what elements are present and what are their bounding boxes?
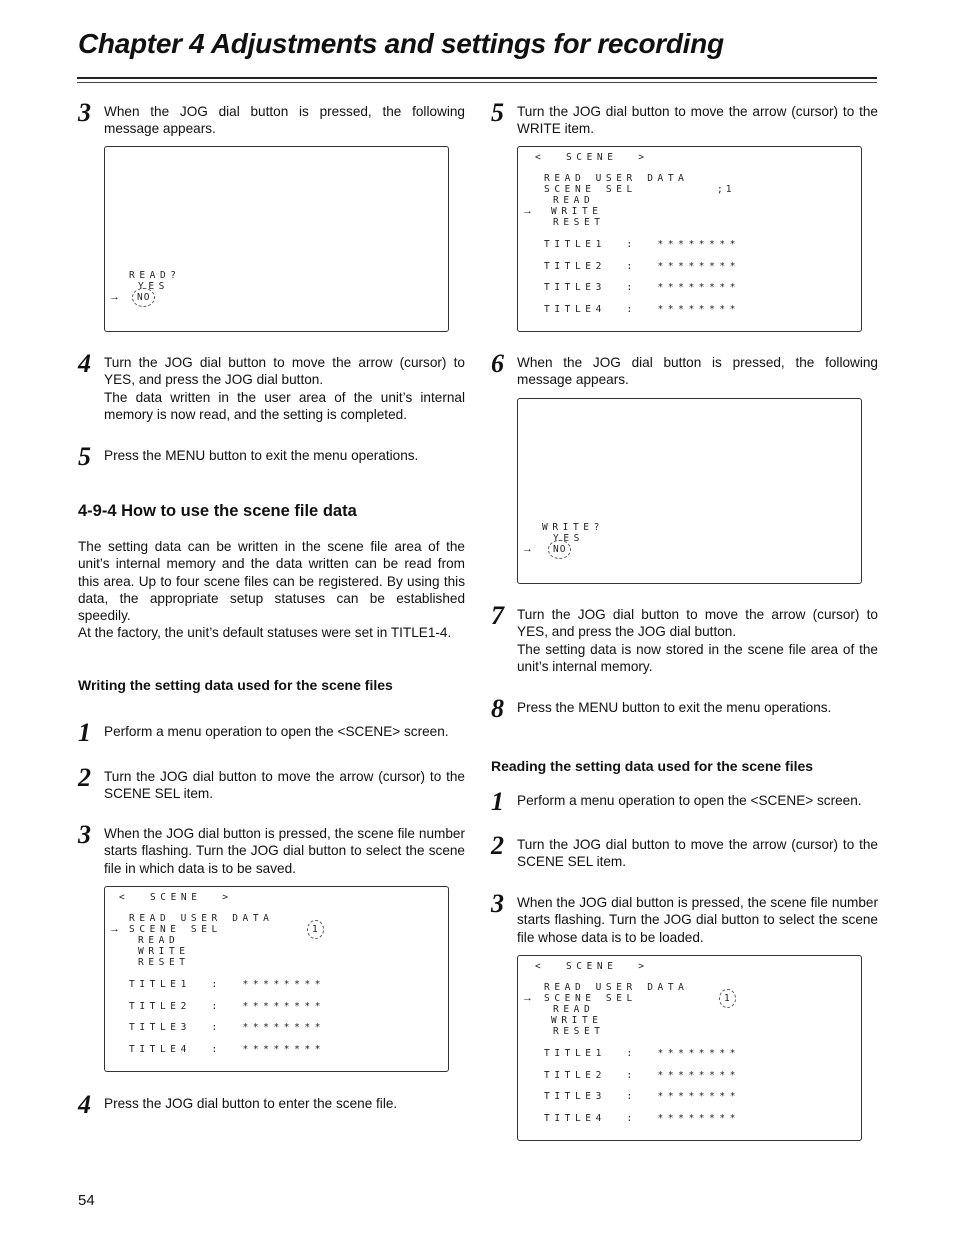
menu-header: < SCENE >	[535, 961, 649, 972]
reading-subtitle: Reading the setting data used for the scene files	[491, 758, 814, 774]
menu-item-title4: TITLE4 : ********	[129, 1044, 326, 1055]
menu-item-read: READ	[553, 1004, 595, 1015]
scene-menu-screen-select	[104, 886, 449, 1072]
page-number: 54	[78, 1192, 95, 1209]
menu-header: < SCENE >	[119, 892, 233, 903]
step-text-line: Turn the JOG dial button to move the arrow (cursor) to YES, and press the JOG dial button.	[517, 607, 878, 640]
left-column	[78, 0, 465, 1235]
menu-item-write: WRITE	[551, 1015, 603, 1026]
yes-option: YES	[553, 533, 584, 544]
step-text: When the JOG dial button is pressed, the scene file number starts flashing. Turn the JOG dial button to select the scene file in which data is to be saved.	[104, 826, 465, 876]
step-text: Turn the JOG dial button to move the arrow (cursor) to the SCENE SEL item.	[104, 769, 465, 802]
step-number: 5	[78, 442, 91, 471]
step-number: 5	[491, 98, 504, 127]
step-text: Perform a menu operation to open the <SCENE> screen.	[104, 724, 449, 739]
writing-step-3	[78, 820, 465, 877]
yes-option: YES	[138, 281, 169, 292]
step-4-move-to-yes	[78, 349, 465, 423]
step-text: Perform a menu operation to open the <SCENE> screen.	[517, 793, 862, 808]
step-text: Press the MENU button to exit the menu operations.	[104, 448, 419, 463]
reading-step-1	[491, 787, 878, 816]
writing-step-8	[491, 694, 878, 723]
right-column	[491, 0, 878, 1235]
menu-item-title1: TITLE1 : ********	[129, 979, 326, 990]
intro-paragraph	[78, 538, 465, 642]
no-option-flashing: NO	[553, 544, 567, 555]
menu-item-reset: RESET	[553, 217, 605, 228]
scene-number-flashing: 1	[312, 924, 319, 935]
writing-step-6	[491, 349, 878, 389]
step-number: 4	[78, 1090, 91, 1119]
scene-menu-screen-write	[517, 146, 862, 332]
step-text: Press the JOG dial button to enter the scene file.	[104, 1096, 398, 1111]
menu-item-write: WRITE	[138, 946, 190, 957]
step-text: Turn the JOG dial button to move the arrow (cursor) to the WRITE item.	[517, 104, 878, 137]
cursor-arrow-icon: →	[109, 923, 120, 935]
step-number: 4	[78, 349, 91, 378]
step-3-read-message	[78, 98, 465, 138]
step-text: When the JOG dial button is pressed, the scene file number starts flashing. Turn the JOG dial button to select the scene file whose data is to be loaded.	[517, 895, 878, 945]
step-text-line: The setting data is now stored in the scene file area of the unit’s internal memory.	[517, 641, 878, 674]
menu-item-title2: TITLE2 : ********	[544, 1070, 741, 1081]
step-5-exit-menu	[78, 442, 465, 471]
menu-item-title3: TITLE3 : ********	[129, 1022, 326, 1033]
menu-item-scene-sel: SCENE SEL	[129, 924, 222, 935]
step-number: 3	[78, 820, 91, 849]
cursor-arrow-icon: →	[522, 205, 533, 217]
writing-step-7	[491, 601, 878, 675]
step-text	[104, 354, 465, 423]
read-prompt: READ?	[129, 270, 181, 281]
step-number: 3	[491, 889, 504, 918]
step-number: 3	[78, 98, 91, 127]
menu-item-title1: TITLE1 : ********	[544, 239, 741, 250]
menu-item-scene-sel: SCENE SEL	[544, 184, 637, 195]
menu-item-title2: TITLE2 : ********	[544, 261, 741, 272]
menu-item-read-user-data: READ USER DATA	[544, 173, 689, 184]
menu-header: < SCENE >	[535, 152, 649, 163]
menu-item-title2: TITLE2 : ********	[129, 1001, 326, 1012]
step-text: Press the MENU button to exit the menu operations.	[517, 700, 832, 715]
reading-step-2	[491, 831, 878, 871]
scene-menu-screen-load	[517, 955, 862, 1141]
write-confirm-screen	[517, 398, 862, 584]
menu-item-reset: RESET	[553, 1026, 605, 1037]
menu-item-reset: RESET	[138, 957, 190, 968]
step-text: When the JOG dial button is pressed, the following message appears.	[104, 104, 465, 137]
cursor-arrow-icon: →	[522, 543, 533, 555]
cursor-arrow-icon: →	[522, 992, 533, 1004]
menu-item-title4: TITLE4 : ********	[544, 304, 741, 315]
writing-step-4	[78, 1090, 465, 1119]
menu-item-write: WRITE	[551, 206, 603, 217]
step-text-line: The data written in the user area of the unit’s internal memory is now read, and the setting is completed.	[104, 389, 465, 422]
read-confirm-screen	[104, 146, 449, 332]
writing-step-5	[491, 98, 878, 138]
step-text-line: Turn the JOG dial button to move the arrow (cursor) to YES, and press the JOG dial button.	[104, 355, 465, 388]
step-number: 2	[491, 831, 504, 860]
menu-item-title4: TITLE4 : ********	[544, 1113, 741, 1124]
step-number: 7	[491, 601, 504, 630]
intro-text: At the factory, the unit’s default statuses were set in TITLE1-4.	[78, 625, 452, 641]
scene-sel-value: ;1	[717, 184, 735, 195]
writing-step-2	[78, 763, 465, 803]
step-text	[517, 606, 878, 675]
step-number: 1	[491, 787, 504, 816]
menu-item-read-user-data: READ USER DATA	[129, 913, 274, 924]
step-text: Turn the JOG dial button to move the arrow (cursor) to the SCENE SEL item.	[517, 837, 878, 870]
section-title: 4-9-4 How to use the scene file data	[78, 502, 357, 520]
writing-step-1	[78, 718, 465, 747]
step-number: 1	[78, 718, 91, 747]
menu-item-title3: TITLE3 : ********	[544, 1091, 741, 1102]
menu-item-title3: TITLE3 : ********	[544, 282, 741, 293]
intro-text: The setting data can be written in the scene file area of the unit’s internal memory and the data written can be read from this area. Up to four scene files can be registered. By using this data, the appropriate setup statuses can be established speedily.	[78, 539, 465, 624]
cursor-arrow-icon: →	[109, 291, 120, 303]
menu-item-read: READ	[138, 935, 180, 946]
menu-item-scene-sel: SCENE SEL	[544, 993, 637, 1004]
no-option-flashing: NO	[137, 292, 151, 303]
scene-number-flashing: 1	[724, 993, 731, 1004]
menu-item-read-user-data: READ USER DATA	[544, 982, 689, 993]
step-number: 8	[491, 694, 504, 723]
reading-step-3	[491, 889, 878, 946]
step-number: 2	[78, 763, 91, 792]
step-text: When the JOG dial button is pressed, the following message appears.	[517, 355, 878, 388]
menu-item-read: READ	[553, 195, 595, 206]
chapter-title: Chapter 4 Adjustments and settings for recording	[78, 28, 724, 59]
write-prompt: WRITE?	[542, 522, 604, 533]
menu-item-title1: TITLE1 : ********	[544, 1048, 741, 1059]
writing-subtitle: Writing the setting data used for the scene files	[78, 677, 393, 693]
step-number: 6	[491, 349, 504, 378]
